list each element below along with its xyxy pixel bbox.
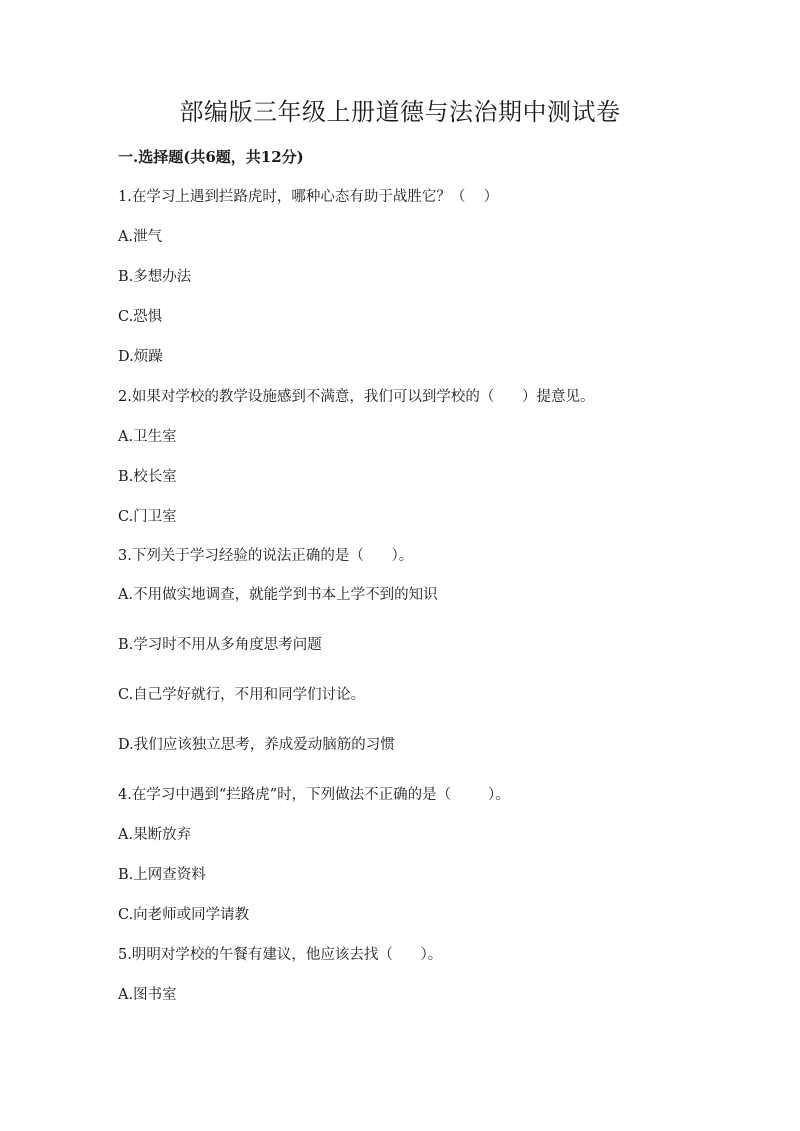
question-3-option-a: A.不用做实地调查，就能学到书本上学不到的知识 — [118, 587, 438, 603]
page-title: 部编版三年级上册道德与法治期中测试卷 — [179, 98, 621, 126]
question-4-option-c: C.向老师或同学请教 — [118, 907, 250, 923]
question-2-option-b: B.校长室 — [118, 469, 177, 485]
question-3-option-c: C.自己学好就行，不用和同学们讨论。 — [118, 687, 366, 703]
question-2-stem: 2.如果对学校的教学设施感到不满意，我们可以到学校的（ ）提意见。 — [118, 389, 595, 405]
question-2-option-c: C.门卫室 — [118, 509, 177, 525]
question-4-option-a: A.果断放弃 — [118, 827, 192, 843]
question-3-option-d: D.我们应该独立思考，养成爱动脑筋的习惯 — [118, 737, 395, 753]
question-1-stem: 1.在学习上遇到拦路虎时，哪种心态有助于战胜它？（ ） — [118, 189, 499, 205]
question-3-option-b: B.学习时不用从多角度思考问题 — [118, 637, 322, 653]
question-5-stem: 5.明明对学校的午餐有建议，他应该去找（ ）。 — [118, 947, 443, 963]
question-1-option-a: A.泄气 — [118, 229, 163, 245]
question-2-option-a: A.卫生室 — [118, 429, 177, 445]
question-5-option-a: A.图书室 — [118, 987, 177, 1003]
question-4-option-b: B.上网查资料 — [118, 867, 206, 883]
question-3-stem: 3.下列关于学习经验的说法正确的是（ ）。 — [118, 548, 414, 564]
question-1-option-b: B.多想办法 — [118, 269, 192, 285]
question-1-option-d: D.烦躁 — [118, 349, 163, 365]
section-heading: 一.选择题(共6题，共12分) — [118, 148, 304, 166]
question-1-option-c: C.恐惧 — [118, 309, 163, 325]
question-4-stem: 4.在学习中遇到“拦路虎”时，下列做法不正确的是（ ）。 — [118, 787, 510, 803]
